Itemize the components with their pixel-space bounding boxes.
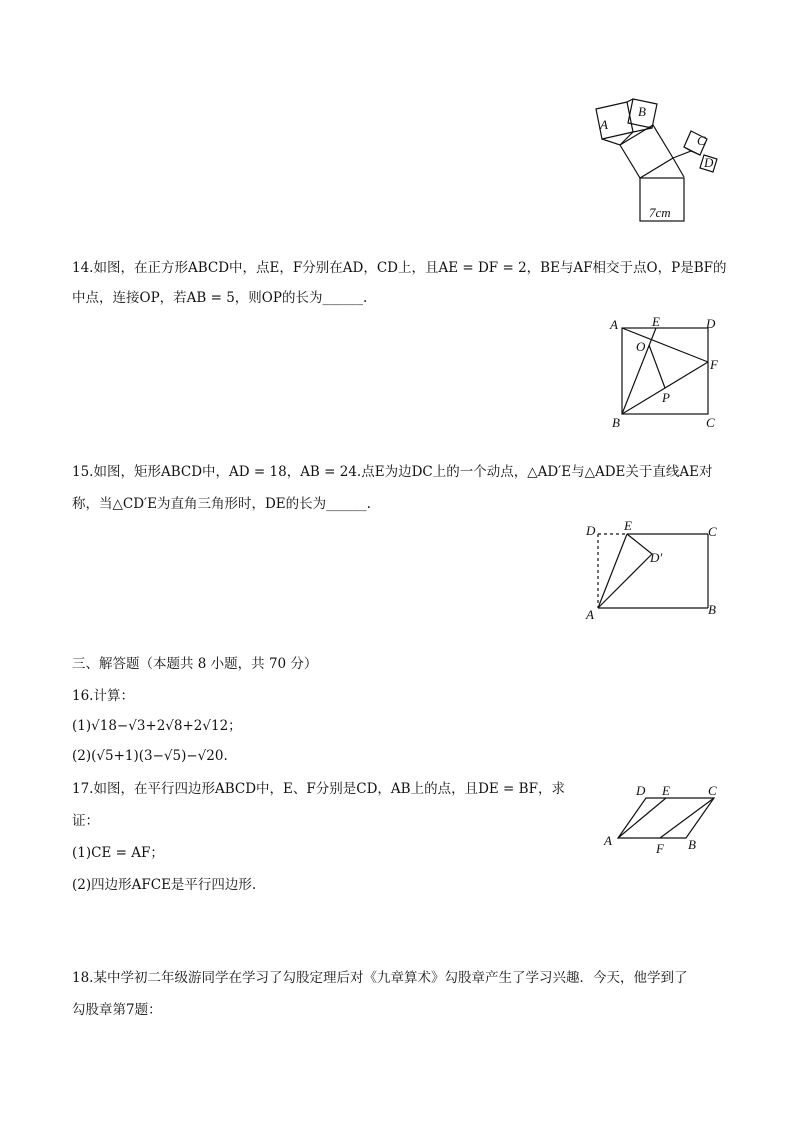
label-f: F (656, 841, 664, 856)
label-b: B (612, 415, 620, 430)
q15-line1: 15.如图，矩形ABCD中，AD = 18，AB = 24.点E为边DC上的一个动点，△AD′E与△ADE关于直线AE对 (72, 464, 713, 480)
label-e: E (662, 783, 670, 798)
q16-part2: (2)(√5+1)(3−√5)−√20. (72, 748, 228, 764)
q15-line2: 称，当△CD′E为直角三角形时，DE的长为______. (72, 496, 371, 512)
label-d: D (586, 523, 596, 538)
q16-title: 16.计算： (72, 688, 134, 704)
q14-line2: 中点，连接OP，若AB = 5，则OP的长为______. (72, 290, 368, 306)
label-b: B (708, 602, 716, 617)
label-o: O (636, 339, 646, 354)
label-a: A (600, 117, 608, 132)
q17-part1: (1)CE = AF； (72, 845, 164, 861)
label-a: A (610, 317, 618, 332)
section-title: 三、解答题（本题共 8 小题，共 70 分） (72, 656, 318, 672)
label-c: C (697, 133, 706, 148)
label-7cm: 7cm (649, 205, 671, 220)
label-b: B (638, 104, 646, 119)
q18-line2: 勾股章第7题： (72, 1002, 162, 1018)
label-d: D (706, 316, 716, 331)
figure-q15-rectangle (582, 518, 722, 624)
label-e: E (652, 314, 660, 329)
q17-line1: 17.如图，在平行四边形ABCD中，E、F分别是CD，AB上的点，且DE = BF，求 (72, 781, 565, 797)
label-c: C (708, 783, 717, 798)
label-c: C (706, 415, 715, 430)
label-f: F (710, 357, 718, 372)
label-b: B (688, 837, 696, 852)
label-d: D (704, 155, 714, 170)
label-a: A (604, 833, 612, 848)
q16-part1: (1)√18−√3+2√8+2√12； (72, 718, 242, 734)
label-d-prime: D′ (650, 550, 663, 565)
label-e: E (624, 518, 632, 533)
label-a: A (586, 607, 594, 622)
q17-line2: 证： (72, 813, 99, 829)
q17-part2: (2)四边形AFCE是平行四边形. (72, 877, 257, 893)
figure-q14-square (606, 312, 726, 432)
label-p: P (662, 390, 670, 405)
q14-line1: 14.如图，在正方形ABCD中，点E，F分别在AD，CD上，且AE = DF = 2，BE与AF相交于点O，P是BF的 (72, 260, 727, 276)
label-d: D (636, 783, 646, 798)
label-c: C (708, 524, 717, 539)
figure-q17-parallelogram (598, 780, 728, 858)
q18-line1: 18.某中学初二年级游同学在学习了勾股定理后对《九章算术》勾股章产生了学习兴趣．今天，他学到了 (72, 970, 688, 986)
figure-q13-squares (580, 95, 730, 230)
